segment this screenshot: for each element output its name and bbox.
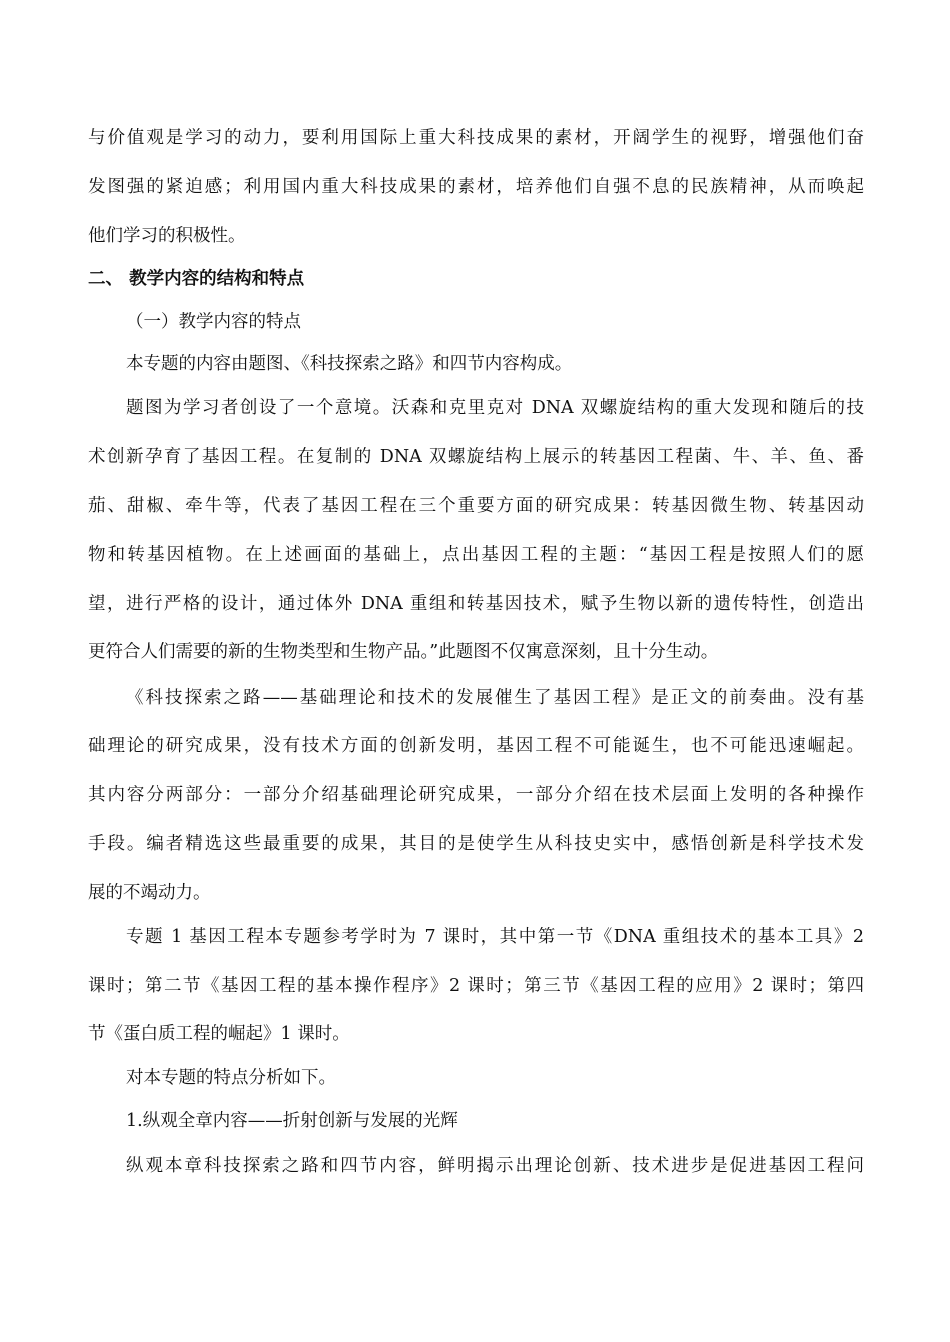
paragraph-line: 望，进行严格的设计，通过体外 DNA 重组和转基因技术，赋予生物以新的遗传特性，创造出 [88, 594, 864, 614]
paragraph-line: 课时；第二节《基因工程的基本操作程序》2 课时；第三节《基因工程的应用》2 课时；第四 [88, 976, 864, 996]
paragraph-line: 术创新孕育了基因工程。在复制的 DNA 双螺旋结构上展示的转基因工程菌、牛、羊、鱼、番 [88, 447, 864, 467]
paragraph-line: 发图强的紧迫感；利用国内重大科技成果的素材，培养他们自强不息的民族精神，从而唤起 [88, 177, 864, 197]
paragraph-line: 对本专题的特点分析如下。 [126, 1068, 336, 1088]
paragraph-line: 《科技探索之路——基础理论和技术的发展催生了基因工程》是正文的前奏曲。没有基 [126, 688, 864, 708]
paragraph-line: 节《蛋白质工程的崛起》1 课时。 [88, 1024, 350, 1044]
paragraph-line: 展的不竭动力。 [88, 883, 211, 903]
paragraph-line: 纵观本章科技探索之路和四节内容，鲜明揭示出理论创新、技术进步是促进基因工程问 [126, 1156, 864, 1176]
paragraph-line: 物和转基因植物。在上述画面的基础上，点出基因工程的主题：“基因工程是按照人们的愿 [88, 545, 864, 565]
paragraph-line: 专题 1 基因工程本专题参考学时为 7 课时，其中第一节《DNA 重组技术的基本工具》2 [126, 927, 864, 947]
paragraph-line: 手段。编者精选这些最重要的成果，其目的是使学生从科技史实中，感悟创新是科学技术发 [88, 834, 864, 854]
paragraph-line: 茄、甜椒、牵牛等，代表了基因工程在三个重要方面的研究成果：转基因微生物、转基因动 [88, 496, 864, 516]
paragraph-line: 础理论的研究成果，没有技术方面的创新发明，基因工程不可能诞生，也不可能迅速崛起。 [88, 736, 864, 756]
section-heading: 二、 教学内容的结构和特点 [88, 269, 305, 289]
subsection-heading: （一）教学内容的特点 [126, 312, 301, 332]
paragraph-line: 本专题的内容由题图、《科技探索之路》和四节内容构成。 [126, 354, 573, 374]
paragraph-line: 题图为学习者创设了一个意境。沃森和克里克对 DNA 双螺旋结构的重大发现和随后的技 [126, 398, 864, 418]
numbered-heading: 1.纵观全章内容——折射创新与发展的光辉 [126, 1111, 458, 1131]
paragraph-line: 他们学习的积极性。 [88, 226, 246, 246]
paragraph-line: 与价值观是学习的动力，要利用国际上重大科技成果的素材，开阔学生的视野，增强他们奋 [88, 128, 864, 148]
paragraph-line: 其内容分两部分：一部分介绍基础理论研究成果，一部分介绍在技术层面上发明的各种操作 [88, 785, 864, 805]
paragraph-line: 更符合人们需要的新的生物类型和生物产品。”此题图不仅寓意深刻，且十分生动。 [88, 642, 719, 662]
